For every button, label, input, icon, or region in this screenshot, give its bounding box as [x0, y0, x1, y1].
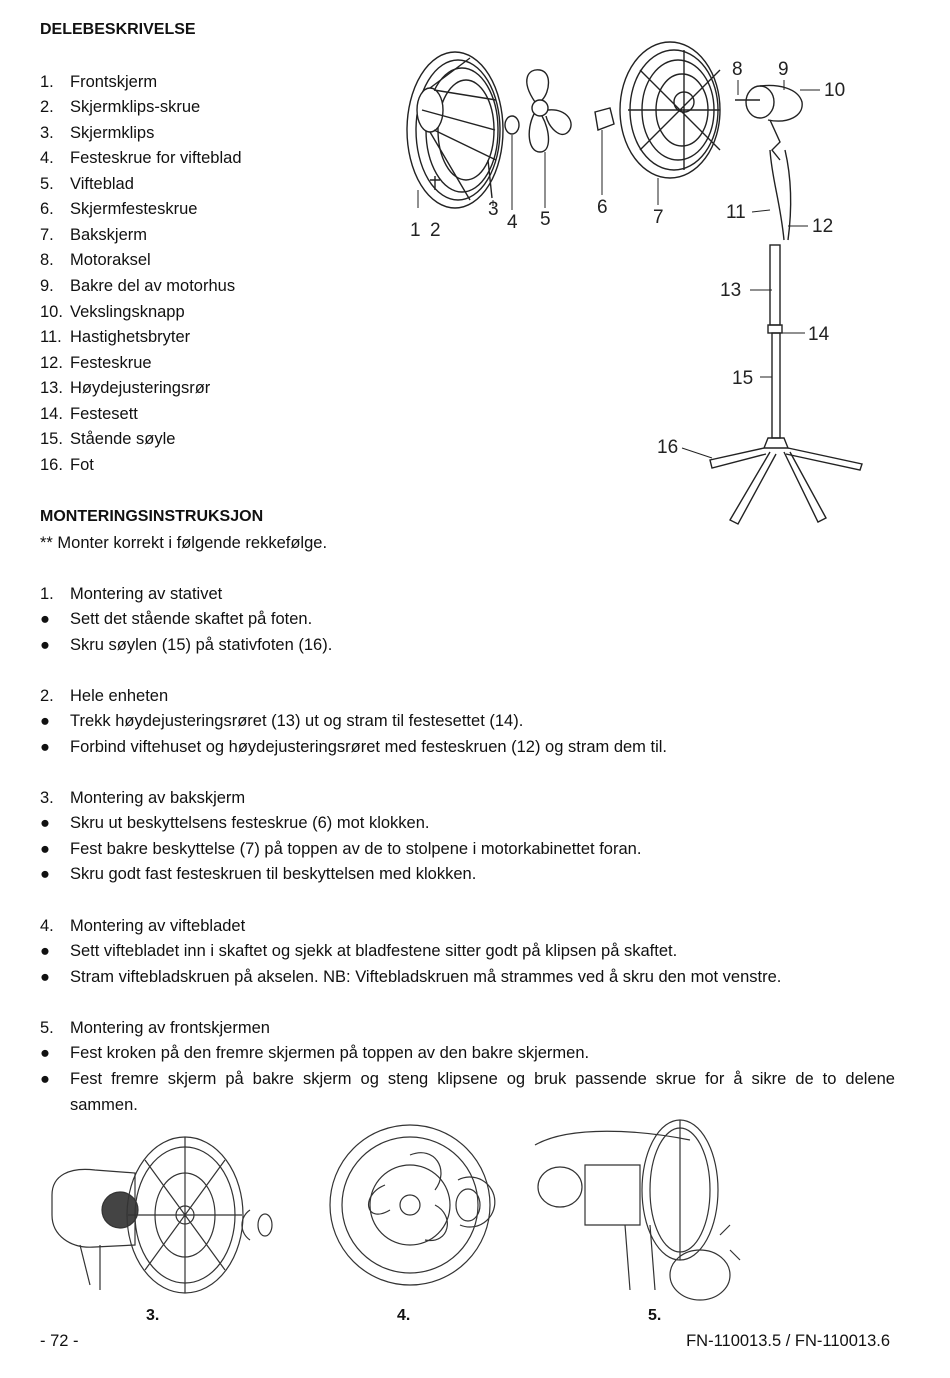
list-item: 15. Stående søyle [40, 430, 176, 448]
list-item: 5. Vifteblad [40, 175, 134, 193]
callout-label: 15 [732, 368, 754, 389]
rear-guard-illustration [52, 1137, 272, 1293]
guard-screw-illustration [595, 108, 614, 130]
assembly-note: ** Monter korrekt i følgende rekkefølge. [40, 534, 328, 552]
callout-label: 16 [657, 437, 679, 458]
bullet-item: ● Fest bakre beskyttelse (7) på toppen av de to stolpene i motorkabinettet foran. [40, 840, 642, 858]
step-title: 4. Montering av viftebladet [40, 917, 246, 935]
bullet-item: ● Sett det stående skaftet på foten. [40, 610, 313, 628]
list-item: 2. Skjermklips-skrue [40, 98, 201, 116]
callout-label: 3 [488, 199, 499, 220]
list-item: 4. Festeskrue for vifteblad [40, 149, 242, 167]
callout-label: 8 [732, 59, 743, 80]
bullet-item: ● Skru godt fast festeskruen til beskyttelsen med klokken. [40, 865, 477, 883]
list-item: 1. Frontskjerm [40, 73, 158, 91]
motor-head-illustration [735, 86, 802, 160]
parts-heading: DELEBESKRIVELSE [40, 21, 196, 38]
step-title: 3. Montering av bakskjerm [40, 789, 246, 807]
list-item: 12. Festeskrue [40, 354, 152, 372]
list-item: 8. Motoraksel [40, 251, 151, 269]
step-title: 1. Montering av stativet [40, 585, 223, 603]
exploded-parts-diagram [400, 40, 900, 530]
callout-label: 12 [812, 216, 834, 237]
list-item: 10. Vekslingsknapp [40, 303, 185, 321]
rear-grille-illustration [620, 42, 720, 178]
model-number: FN-110013.5 / FN-110013.6 [686, 1332, 890, 1350]
bullet-item: ● Skru søylen (15) på stativfoten (16). [40, 636, 333, 654]
blade-mount-illustration [330, 1125, 495, 1285]
list-item: 6. Skjermfesteskrue [40, 200, 198, 218]
bullet-item: ● Forbind viftehuset og høydejusteringsrøret med festeskruen (12) og stram dem til. [40, 738, 668, 756]
bullet-continuation: sammen. [70, 1096, 138, 1114]
list-item: 11. Hastighetsbryter [40, 328, 191, 346]
front-grille-illustration [407, 52, 503, 208]
list-item: 13. Høydejusteringsrør [40, 379, 211, 397]
callout-label: 7 [653, 207, 664, 228]
page-number: - 72 - [40, 1332, 79, 1350]
callout-label: 2 [430, 220, 441, 241]
step-title: 2. Hele enheten [40, 687, 169, 705]
assembly-heading: MONTERINGSINSTRUKSJON [40, 508, 264, 525]
bullet-item: ● Stram viftebladskruen på akselen. NB: Viftebladskruen må strammes ved å skru den mot venstre. [40, 968, 782, 986]
callout-label: 9 [778, 59, 789, 80]
assembly-illustrations [40, 1115, 900, 1310]
callout-label: 14 [808, 324, 830, 345]
front-guard-illustration [535, 1120, 740, 1300]
bullet-item: ● Fest kroken på den fremre skjermen på toppen av den bakre skjermen. [40, 1044, 590, 1062]
bullet-item: ● Skru ut beskyttelsens festeskrue (6) mot klokken. [40, 814, 430, 832]
list-item: 9. Bakre del av motorhus [40, 277, 236, 295]
callout-label: 6 [597, 197, 608, 218]
step-title: 5. Montering av frontskjermen [40, 1019, 270, 1037]
callout-label: 11 [726, 202, 746, 223]
bullet-item: ● Trekk høydejusteringsrøret (13) ut og stram til festesettet (14). [40, 712, 524, 730]
callout-label: 13 [720, 280, 742, 301]
fan-blade-illustration [527, 70, 571, 152]
figure-caption: 5. [648, 1307, 662, 1324]
callout-label: 1 [410, 220, 421, 241]
callout-label: 4 [507, 212, 518, 233]
callout-label: 10 [824, 80, 846, 101]
figure-caption: 4. [397, 1307, 411, 1324]
bullet-item: ● Sett viftebladet inn i skaftet og sjekk at bladfestene sitter godt på klipsen på skaftet. [40, 942, 678, 960]
figure-caption: 3. [146, 1307, 160, 1324]
list-item: 14. Festesett [40, 405, 138, 423]
bullet-item: ● Fest fremre skjerm på bakre skjerm og steng klipsene og bruk passende skrue for å sikre de to delene [40, 1070, 895, 1088]
callout-label: 5 [540, 209, 551, 230]
list-item: 16. Fot [40, 456, 94, 474]
list-item: 3. Skjermklips [40, 124, 155, 142]
list-item: 7. Bakskjerm [40, 226, 148, 244]
blade-screw-illustration [505, 116, 519, 134]
